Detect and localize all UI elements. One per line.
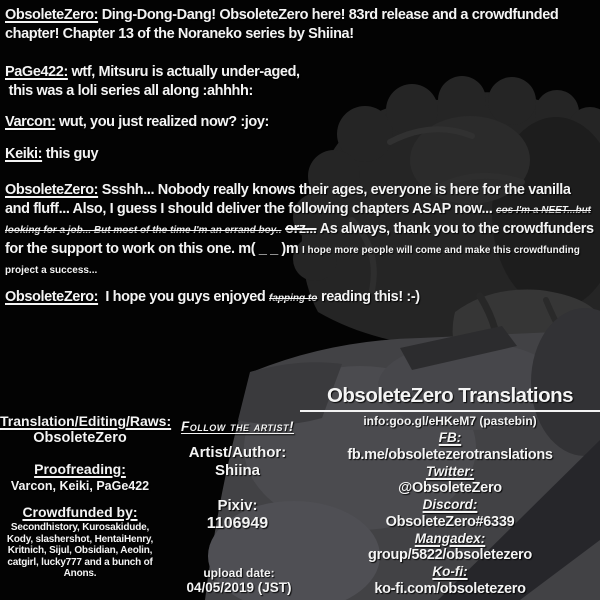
pixiv-value: 1106949	[206, 515, 269, 532]
translation-label: Translation/Editing/Raws:	[0, 413, 172, 429]
chat-username: ObsoleteZero:	[5, 7, 99, 23]
chat-message	[5, 6, 596, 44]
twitter-label: Twitter:	[425, 463, 475, 479]
pixiv-label: Pixiv:	[217, 497, 258, 514]
group-info-pastebin: info:goo.gl/eHKeM7 (pastebin)	[363, 414, 537, 428]
translation-value: ObsoleteZero	[33, 430, 127, 446]
artist-value: Shiina	[214, 462, 260, 479]
chat-text: I hope you guys enjoyed	[105, 289, 266, 305]
mangadex-label: Mangadex:	[414, 530, 486, 546]
chat-text: this guy	[45, 146, 99, 162]
chat-text: Ssshh... Nobody really knows their ages, everyone is here for the vanilla and fluff... Also, I guess I should deliver the following chapters ASAP now...	[5, 182, 571, 217]
struck-aside-text: cos I'm a NEET...but looking for a job... But most of the time I'm an errand boy..	[5, 205, 592, 236]
chat-text: Ding-Dong-Dang! ObsoleteZero here! 83rd release and a crowdfunded chapter! Chapter 13 of the Noraneko series by Shiina!	[5, 7, 559, 42]
fb-value: fb.me/obsoletezerotranslations	[347, 446, 553, 463]
struck-aside-text: fapping to	[269, 293, 318, 304]
upload-date-block	[160, 566, 318, 595]
proofreading-value: Varcon, Keiki, PaGe422	[10, 479, 150, 493]
aside-text: I hope more people will come and make this crowdfunding project a success...	[5, 245, 580, 276]
discord-value: ObsoleteZero#6339	[385, 513, 515, 530]
artist-label: Artist/Author:	[188, 444, 287, 461]
crowdfunded-value: Secondhistory, Kurosakidude, Kody, slashershot, HentaiHenry, Kritnich, Sijul, Obsidian, Aeolin, catgirl, lucky777 and a bunch of Anons.	[6, 522, 154, 579]
chat-text: reading this! :-)	[320, 289, 420, 305]
chat-username: Varcon:	[5, 114, 56, 130]
chat-message	[5, 113, 596, 132]
chat-text: wtf, Mitsuru is actually under-aged, this was a loli series all along :ahhhh:	[8, 64, 300, 99]
kofi-value: ko-fi.com/obsoletezero	[374, 580, 526, 597]
chat-message	[5, 288, 596, 308]
chat-username: ObsoleteZero:	[5, 182, 99, 198]
upload-date-value: 04/05/2019 (JST)	[186, 580, 292, 595]
chat-text: As always, thank you to the crowdfunders for the support to work on this one. m( _ _ )m	[5, 221, 594, 257]
chat-username: ObsoleteZero:	[5, 289, 99, 305]
chat-message	[5, 181, 596, 280]
discord-label: Discord:	[422, 497, 478, 512]
proofreading-label: Proofreading:	[34, 461, 126, 477]
upload-date-label: upload date:	[203, 566, 275, 580]
group-links-column	[300, 384, 600, 598]
follow-artist-label: Follow the artist!	[180, 419, 295, 434]
chat-text: wut, you just realized now? :joy:	[59, 114, 269, 130]
credits-column	[0, 413, 172, 580]
crowdfunded-label: Crowdfunded by:	[22, 504, 138, 520]
chat-message	[5, 145, 596, 164]
struck-text: orz...	[285, 221, 317, 237]
mangadex-value: group/5822/obsoletezero	[368, 547, 532, 563]
kofi-label: Ko-fi:	[432, 564, 468, 579]
chat-message	[5, 63, 596, 101]
fb-label: FB:	[438, 430, 462, 445]
group-title: ObsoleteZero Translations	[300, 384, 600, 412]
chat-username: Keiki:	[5, 146, 43, 162]
twitter-value: @ObsoleteZero	[398, 480, 502, 496]
artist-column	[160, 419, 315, 532]
chat-username: PaGe422:	[5, 64, 68, 80]
